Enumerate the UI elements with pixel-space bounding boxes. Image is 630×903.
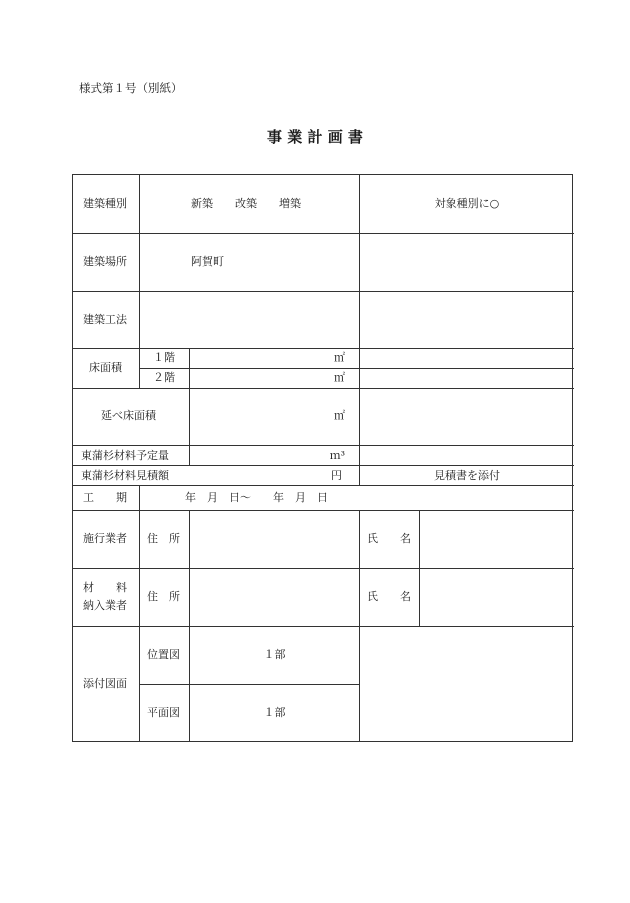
attachment-item-count: １部: [263, 706, 286, 719]
material-cost-label: 東蒲杉材料見積額: [81, 469, 169, 482]
floor2-label: ２階: [153, 371, 175, 384]
supplier-name-label: 氏 名: [367, 590, 411, 603]
builder-label: 施行業者: [83, 532, 127, 545]
type-label: 建築種別: [83, 197, 127, 210]
total-area-unit: ㎡: [334, 409, 345, 422]
period-value: 年 月 日～ 年 月 日: [185, 491, 328, 504]
type-options: 新築 改築 増築: [191, 197, 301, 210]
supplier-label-line2: 納入業者: [83, 599, 127, 612]
plan-table: [72, 174, 573, 742]
attachment-item-name: 位置図: [147, 648, 180, 661]
material-volume-label: 東蒲杉材料予定量: [81, 449, 169, 462]
floor2-unit: ㎡: [334, 371, 345, 384]
place-value: 阿賀町: [191, 255, 224, 268]
floor1-unit: ㎡: [334, 351, 345, 364]
supplier-address-label: 住 所: [147, 590, 180, 603]
total-area-label: 延べ床面積: [101, 409, 156, 422]
type-note: 対象種別に○: [434, 197, 500, 210]
document-title: 事 業 計 画 書: [267, 128, 363, 146]
supplier-label-line1: 材 料: [83, 581, 127, 594]
attachment-item-name: 平面図: [147, 706, 180, 719]
attachments-label: 添付図面: [83, 677, 127, 690]
builder-name-label: 氏 名: [367, 532, 411, 545]
attachment-item-count: １部: [263, 648, 286, 661]
material-cost-note: 見積書を添付: [434, 469, 500, 482]
form-reference: 様式第１号（別紙）: [79, 81, 183, 95]
material-cost-unit: 円: [331, 469, 342, 482]
floor-area-label: 床面積: [89, 361, 122, 374]
material-volume-unit: ｍ³: [329, 449, 345, 462]
place-label: 建築場所: [83, 255, 127, 268]
builder-address-label: 住 所: [147, 532, 180, 545]
method-label: 建築工法: [83, 313, 127, 326]
period-label: 工 期: [83, 491, 127, 504]
floor1-label: １階: [153, 351, 175, 364]
